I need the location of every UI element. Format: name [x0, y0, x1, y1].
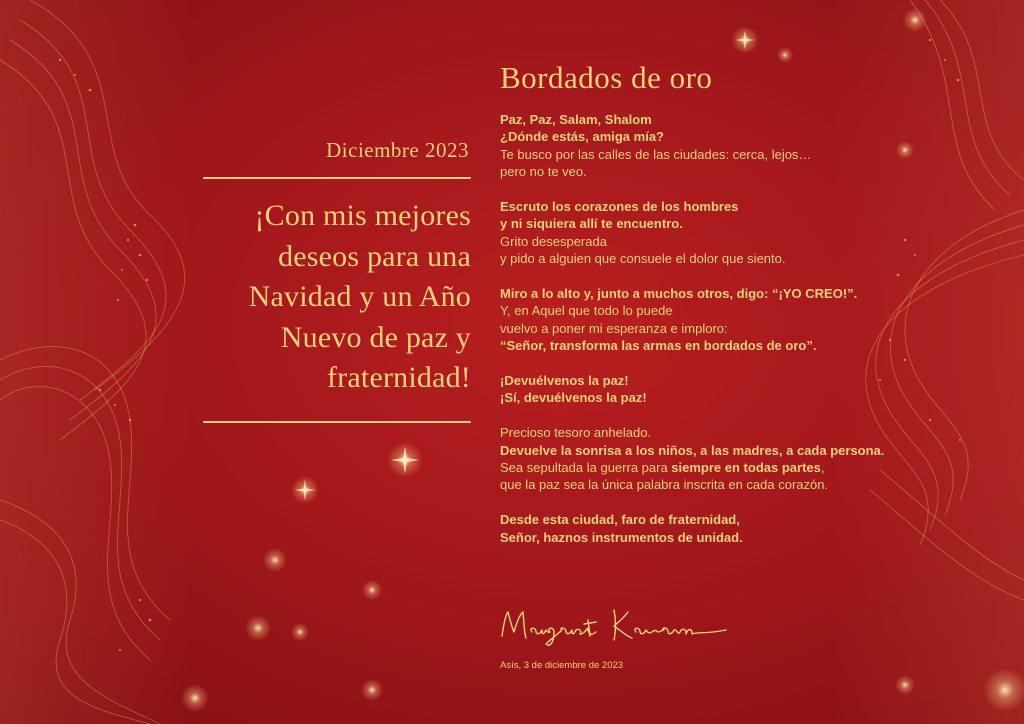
poem-line: “Señor, transforma las armas en bordados de oro”.	[500, 338, 817, 354]
poem-line: pero no te veo.	[500, 164, 587, 180]
poem-stanza	[500, 424, 930, 494]
poem-line: que la paz sea la única palabra inscrita en cada corazón.	[500, 477, 829, 493]
poem-text: Sea sepultada la guerra para	[500, 460, 672, 476]
poem-line: Escruto los corazones de los hombres	[500, 199, 739, 215]
bottom-divider	[203, 421, 471, 423]
greeting-panel	[203, 132, 471, 423]
poem-stanza	[500, 511, 930, 546]
poem-line: vuelvo a poner mi esperanza e imploro:	[500, 320, 728, 336]
poem-line: Grito desesperada	[500, 233, 607, 249]
place-date: Asís, 3 de diciembre de 2023	[500, 660, 624, 671]
poem	[500, 60, 930, 563]
greeting-line: deseos para una	[278, 239, 471, 273]
poem-line: Devuelve la sonrisa a los niños, a las madres, a cada persona.	[500, 442, 885, 458]
poem-emphasis: siempre en todas partes	[671, 460, 821, 476]
poem-line: ¿Dónde estás, amiga mía?	[500, 129, 664, 145]
signature	[496, 602, 736, 652]
top-divider	[203, 177, 471, 179]
poem-stanza	[500, 111, 930, 181]
poem-text: ,	[820, 460, 825, 476]
greeting-line: ¡Con mis mejores	[254, 199, 471, 232]
poem-line: y pido a alguien que consuele el dolor que siento.	[500, 251, 786, 267]
poem-line: Te busco por las calles de las ciudades: cerca, lejos…	[500, 146, 812, 162]
poem-line: y ni siquiera allí te encuentro.	[500, 216, 683, 232]
poem-line: ¡Sí, devuélvenos la paz!	[500, 390, 647, 406]
poem-stanza	[500, 285, 930, 355]
greeting-line: Nuevo de paz y	[280, 320, 471, 354]
poem-title: Bordados de oro	[500, 60, 713, 95]
poem-line	[500, 459, 930, 476]
greeting-line: fraternidad!	[327, 361, 471, 394]
poem-stanza	[500, 372, 930, 407]
poem-line: Desde esta ciudad, faro de fraternidad,	[500, 512, 740, 528]
poem-line: Precioso tesoro anhelado.	[500, 425, 652, 441]
greeting-message	[203, 196, 471, 399]
poem-line: ¡Devuélvenos la paz!	[500, 373, 629, 389]
card-date: Diciembre 2023	[326, 138, 469, 162]
poem-line: Paz, Paz, Salam, Shalom	[500, 112, 652, 127]
greeting-line: Navidad y un Año	[248, 280, 471, 313]
poem-line: Miro a lo alto y, junto a muchos otros, digo: “¡YO CREO!”.	[500, 286, 858, 302]
poem-line: Señor, haznos instrumentos de unidad.	[500, 529, 743, 545]
poem-line: Y, en Aquel que todo lo puede	[500, 303, 673, 319]
poem-stanza	[500, 198, 930, 268]
